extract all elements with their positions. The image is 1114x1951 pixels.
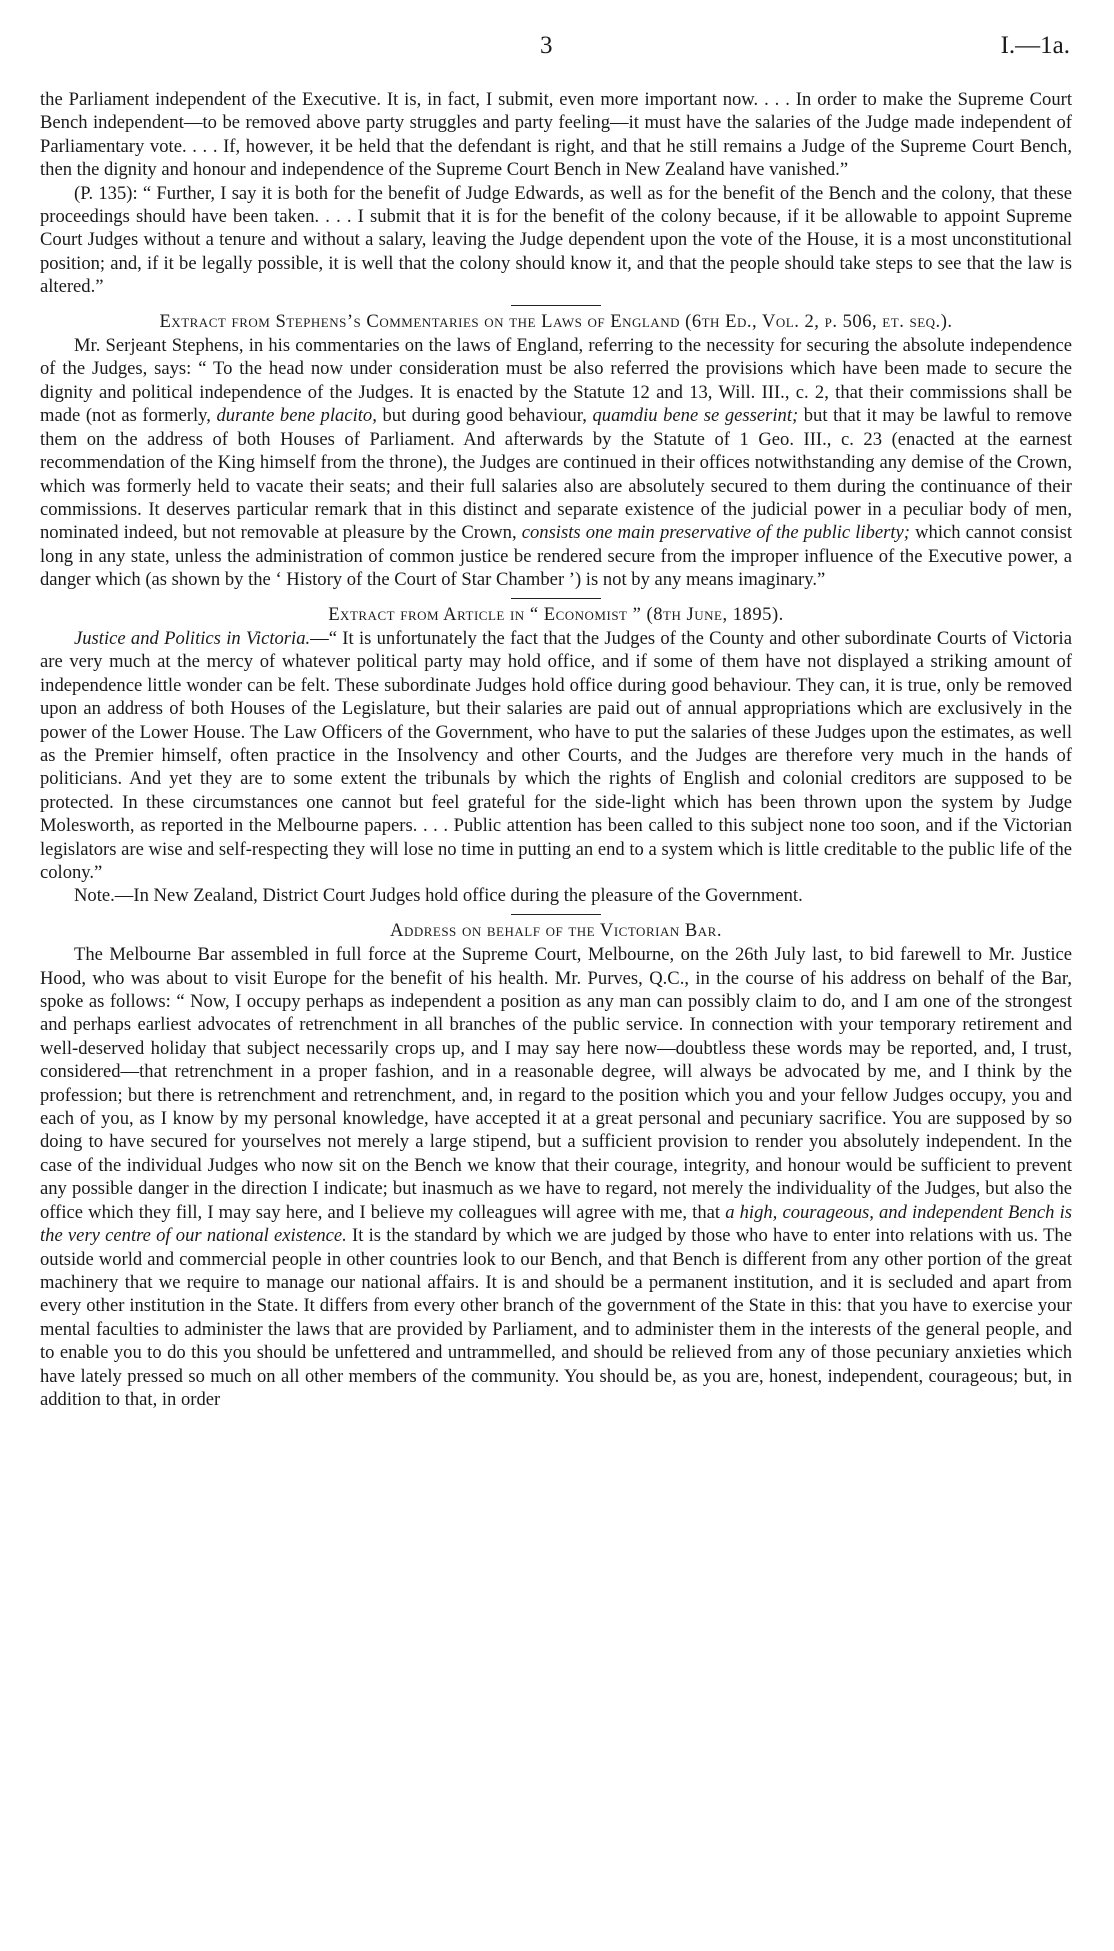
latin-phrase: quamdiu bene se gesserint; bbox=[592, 405, 799, 427]
note-paragraph: Note.—In New Zealand, District Court Judges hold office during the pleasure of the Government. bbox=[74, 885, 803, 907]
article-title: Justice and Politics in Victoria. bbox=[74, 627, 311, 649]
text-run: but during good behaviour, bbox=[382, 405, 587, 427]
paragraph-p135: (P. 135): “ Further, I say it is both for the benefit of Judge Edwards, as well as for the benefit of the Bench and the colony, that these proceedings should have been taken. . . . I submit that it is for the benefit of the colony because, if it be allowable to appoint Supreme Court Judges without a tenure and without a salary, leaving the Judge dependent upon the vote of the House, it is a most unconstitutional position; and, if it be legally possible, it is well that the colony should know it, and that the people should take steps to see that the law is altered.” bbox=[40, 182, 1072, 298]
heading-economist-article: Extract from Article in “ Economist ” (8th June, 1895). bbox=[328, 603, 784, 625]
heading-victorian-bar: Address on behalf of the Victorian Bar. bbox=[390, 919, 722, 941]
text-run: which cannot consist long in any state, unless the administration of common justice be rendered secure from the improper influence of the Executive power, a danger which (as shown by the ‘ History of the Court of Star Chamber ’) is not by any means imaginary.” bbox=[40, 522, 1072, 591]
paragraph-parliament-independent: the Parliament independent of the Executive. It is, in fact, I submit, even more important now. . . . In order to make the Supreme Court Bench independent—to be removed above party struggles and party feeling—it must have the salaries of the Judge made independent of Parliamentary vote. . . . If, however, it be held that the defendant is right, and that he still remains a Judge of the Supreme Court Bench, then the dignity and honour and independence of the Supreme Court Bench in New Zealand have vanished.” bbox=[40, 89, 1072, 181]
body-text bbox=[40, 88, 1072, 1411]
text-run: The Melbourne Bar assembled in full force at the Supreme Court, Melbourne, on the 26th July last, to bid farewell to Mr. Justice Hood, who was about to visit Europe for the benefit of his health. Mr. Purves, Q.C., in the course of his address on behalf of the Bar, spoke as follows: “ Now, I occupy perhaps as independent a position as any man can possibly claim to do, and I am one of the strongest and perhaps earliest advocates of retrenchment in all branches of the public service. In connection with your temporary retirement and well-deserved holiday that subject necessarily crops up, and I may say here now—doubtless these words may be reported, and, I trust, considered—that retrenchment in a proper fashion, and in a reasonable degree, will always be advocated by me, and I think by the profession; but there is retrenchment and retrenchment, and, in regard to the position which you and your fellow Judges occupy, you and each of you, as I know by my personal knowledge, have accepted it at a great personal and pecuniary sacrifice. You are supposed by so doing to have secured for yourselves not merely a large stipend, but a sufficient provision to render you absolutely independent. In the case of the individual Judges who now sit on the Bench we know that their courage, integrity, and honour would be sufficient to prevent any possible danger in the direction I indicate; but inasmuch as we have to regard, not merely the individuality of the Judges, but also the office which they fill, I may say here, and I believe my colleagues will agree with me, that bbox=[40, 944, 1072, 1223]
paragraph-melbourne-bar bbox=[40, 943, 1072, 1411]
document-reference: I.—1a. bbox=[1000, 32, 1070, 59]
section-divider bbox=[511, 598, 601, 599]
paragraph-economist bbox=[40, 627, 1072, 884]
page-header bbox=[0, 32, 1114, 62]
page-number: 3 bbox=[540, 32, 553, 59]
emphasis-phrase: a high, courageous, and independent Bench is the very centre of our national existence. bbox=[40, 1201, 1073, 1247]
text-run: It is the standard by which we are judged by those who have to enter into relations with us. The outside world and commercial people in other countries look to our Bench, and that Bench is different from any other portion of the great machinery that we require to manage our national affairs. It is and should be a permanent institution, and it is secluded and apart from every other institution in the State. It differs from every other branch of the government of the State in this: that you have to exercise your mental faculties to administer the laws that are provided by Parliament, and to administer them in the interests of the general people, and to enable you to do this you should be unfettered and untrammelled, and should be relieved from any of those pecuniary anxieties which have lately pressed so much on all other members of the community. You should be, as you are, honest, independent, courageous; but, in addition to that, in order bbox=[40, 1225, 1072, 1410]
section-divider bbox=[511, 305, 601, 306]
section-divider bbox=[511, 914, 601, 915]
text-run: Mr. Serjeant Stephens, in his commentaries on the laws of England, referring to the necessity for securing the absolute independence of the Judges, says: “ To the head now under consideration must be also referred the provisions which have been made to secure the dignity and political independence of the Judges. It is enacted by the Statute 12 and 13, Will. III., c. 2, that their commissions shall be made (not as formerly, bbox=[40, 335, 1072, 427]
heading-stephens-commentaries: Extract from Stephens’s Commentaries on the Laws of England (6th Ed., Vol. 2, p. 506, et. seq.). bbox=[159, 310, 953, 332]
paragraph-stephens bbox=[40, 334, 1072, 591]
emphasis-phrase: consists one main preservative of the public liberty; bbox=[521, 522, 910, 544]
latin-phrase: durante bene placito, bbox=[216, 405, 377, 427]
text-run: —“ It is unfortunately the fact that the Judges of the County and other subordinate Courts of Victoria are very much at the mercy of whatever political party may hold office, and if some of them have not displayed a striking amount of independence little wonder can be felt. These subordinate Judges hold office during good behaviour. They can, it is true, only be removed upon an address of both Houses of the Legislature, but their salaries are paid out of annual appropriations which are exclusively in the power of the Lower House. The Law Officers of the Government, who have to put the salaries of these Judges upon the estimates, as well as the Premier himself, often practice in the Insolvency and other Courts, and the Judges are therefore very much in the hands of politicians. And yet they are to some extent the tribunals by which the rights of English and colonial creditors are supposed to be protected. In these circumstances one cannot but feel grateful for the side-light which has been thrown upon the system by Judge Molesworth, as reported in the Melbourne papers. . . . Public attention has been called to this subject none too soon, and if the Victorian legislators are wise and self-respecting they will lose no time in putting an end to a system which is little creditable to the public life of the colony.” bbox=[40, 627, 1072, 883]
text-run: but that it may be lawful to remove them on the address of both Houses of Parliament. And afterwards by the Statute of 1 Geo. III., c. 23 (enacted at the earnest recommendation of the King himself from the throne), the Judges are continued in their offices notwithstanding any demise of the Crown, which was formerly held to vacate their seats; and their full salaries also are absolutely secured to them during the continuance of their commissions. It deserves particular remark that in this distinct and separate existence of the judicial power in a peculiar body of men, nominated indeed, but not removable at pleasure by the Crown, bbox=[40, 405, 1072, 544]
